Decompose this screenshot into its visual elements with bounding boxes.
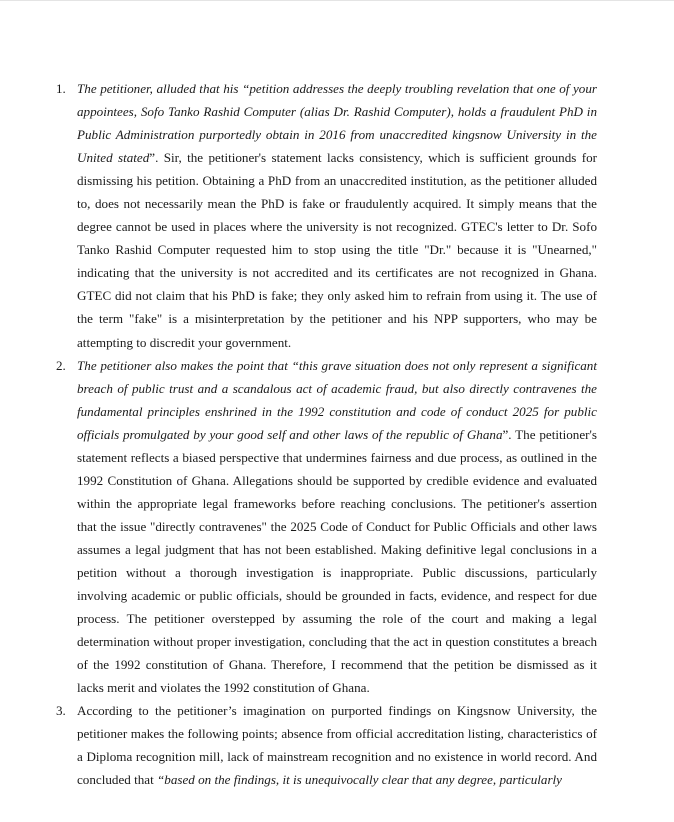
list-item [56,699,597,791]
response-text: ”. The petitioner's statement reflects a biased perspective that undermines fairness and due process, as outlined in the 1992 Constitution of Ghana. Allegations should be supported by credible evidence and evaluated within the appropriate legal frameworks before reaching conclusions. The petitioner's assertion that the issue "directly contravenes" the 2025 Code of Conduct for Public Officials and other laws assumes a legal judgment that has not been established. Making definitive legal conclusions in a petition without a thorough investigation is inappropriate. Public discussions, particularly involving academic or public officials, should be grounded in facts, evidence, and respect for due process. The petitioner overstepped by assuming the role of the court and making a legal determination without proper investigation, concluding that the act in question constitutes a breach of the 1992 constitution of Ghana. Therefore, I recommend that the petition be dismissed as it lacks merit and violates the 1992 constitution of Ghana. [77,426,597,696]
list-item-number: 3. [56,703,66,719]
response-text: ”. Sir, the petitioner's statement lacks consistency, which is sufficient grounds for dismissing his petition. Obtaining a PhD from an unaccredited institution, as the petitioner alluded to, does not necessarily mean the PhD is fake or fraudulently acquired. It simply means that the degree cannot be used in places where the university is not recognized. GTEC's letter to Dr. Sofo Tanko Rashid Computer requested him to stop using the title "Dr." because it is "Unearned," indicating that the university is not accredited and its certificates are not recognized in Ghana. GTEC did not claim that his PhD is fake; they only asked him to refrain from using it. The use of the term "fake" is a misinterpretation by the petitioner and his NPP supporters, who may be attempting to discredit your government. [77,150,597,350]
list-item [56,77,597,354]
list-item-number: 2. [56,357,66,373]
quoted-petition-text: “based on the findings, it is unequivocally clear that any degree, particularly [157,772,562,788]
quoted-petition-text: The petitioner also makes the point that “this grave situation does not only represent a significant breach of public trust and a scandalous act of academic fraud, but also directly contravenes the fundamental principles enshrined in the 1992 constitution and code of conduct 2025 for public officials promulgated by your good self and other laws of the republic of Ghana [77,357,597,442]
list-item-number: 1. [56,81,66,96]
quoted-petition-text: The petitioner, alluded that his “petition addresses the deeply troubling revelation that one of your appointees, Sofo Tanko Rashid Computer (alias Dr. Rashid Computer), holds a fraudulent PhD in Public Administration purportedly obtain in 2016 from unaccredited kingsnow University in the United stated [77,81,597,166]
petition-response-list [0,77,674,791]
list-item [56,354,597,700]
response-text: According to the petitioner’s imagination on purported findings on Kingsnow University, the petitioner makes the following points; absence from official accreditation listing, characteristics of a Diploma recognition mill, lack of mainstream recognition and no existence in world record. And concluded that [77,703,597,788]
